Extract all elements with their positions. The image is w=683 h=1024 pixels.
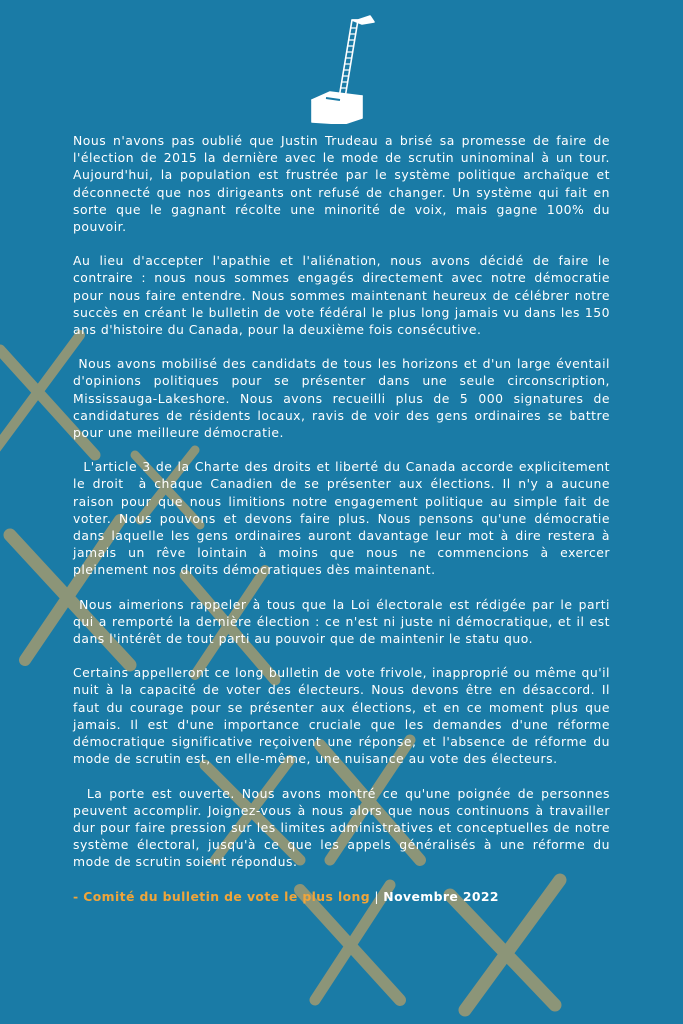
signature-organization: - Comité du bulletin de vote le plus long — [73, 888, 371, 904]
paragraph-5: Nous aimerions rappeler à tous que la Loi électorale est rédigée par le parti qui a remporté la dernière élection : ce n'est ni juste ni démocratique, et il est dans l'intérêt de tout parti au pouvoir que de maintenir le statu quo. — [73, 596, 615, 647]
paragraph-7: La porte est ouverte. Nous avons montré ce qu'une poignée de personnes peuvent accomplir. Joignez-vous à nous alors que nous continuons à travailler dur pour faire pression sur les limites administratives et conceptuelles de notre système électoral, jusqu'à ce que les appels généralisés à une réforme du mode de scrutin soient répondus. — [73, 785, 615, 870]
signature-line — [73, 888, 610, 905]
paragraph-3: Nous avons mobilisé des candidats de tous les horizons et d'un large éventail d'opinions politiques pour se présenter dans une seule circonscription, Mississauga-Lakeshore. Nous avons recueilli plus de 5 000 signatures de candidatures de résidents locaux, ravis de voir des gens ordinaires se battre pour une meilleure démocratie. — [73, 356, 615, 441]
signature-separator: | — [370, 888, 384, 904]
ballot-box-icon — [300, 12, 380, 124]
paragraph-4: L'article 3 de la Charte des droits et liberté du Canada accorde explicitement le droit à chaque Canadien de se présenter aux élections. Il n'y a aucune raison pour que nous limitions notre engagement politique au simple fait de voter. Nous pouvons et devons faire plus. Nous pensons qu'une démocratie dans laquelle les gens ordinaires auront davantage leur mot à dire restera à jamais un rêve lointain à moins que nous ne commencions à exercer pleinement nos droits démocratiques dès maintenant. — [73, 459, 615, 578]
paragraph-6: Certains appelleront ce long bulletin de vote frivole, inapproprié ou même qu'il nuit à la capacité de voter des électeurs. Nous devons être en désaccord. Il faut du courage pour se présenter aux élections, et en ce moment plus que jamais. Il est d'une importance cruciale que les demandes d'une réforme démocratique significative reçoivent une réponse, et l'absence de réforme du mode de scrutin est, en elle-même, une nuisance au vote des électeurs. — [73, 665, 615, 767]
paragraph-2: Au lieu d'accepter l'apathie et l'aliénation, nous avons décidé de faire le contraire : nous nous sommes engagés directement avec notre démocratie pour nous faire entendre. Nous sommes maintenant heureux de célébrer notre succès en créant le bulletin de vote fédéral le plus long jamais vu dans les 150 ans d'histoire du Canada, pour la deuxième fois consécutive. — [73, 253, 615, 338]
signature-date: Novembre 2022 — [383, 888, 499, 904]
paragraph-1: Nous n'avons pas oublié que Justin Trudeau a brisé sa promesse de faire de l'élection de 2015 la dernière avec le mode de scrutin uninominal à un tour. Aujourd'hui, la population est frustrée par le système politique archaïque et déconnecté que nos dirigeants ont refusé de changer. Un système qui fait en sorte que le gagnant récolte une minorité de voix, mais gagne 100% du pouvoir. — [73, 133, 615, 235]
letter-body — [73, 132, 615, 905]
